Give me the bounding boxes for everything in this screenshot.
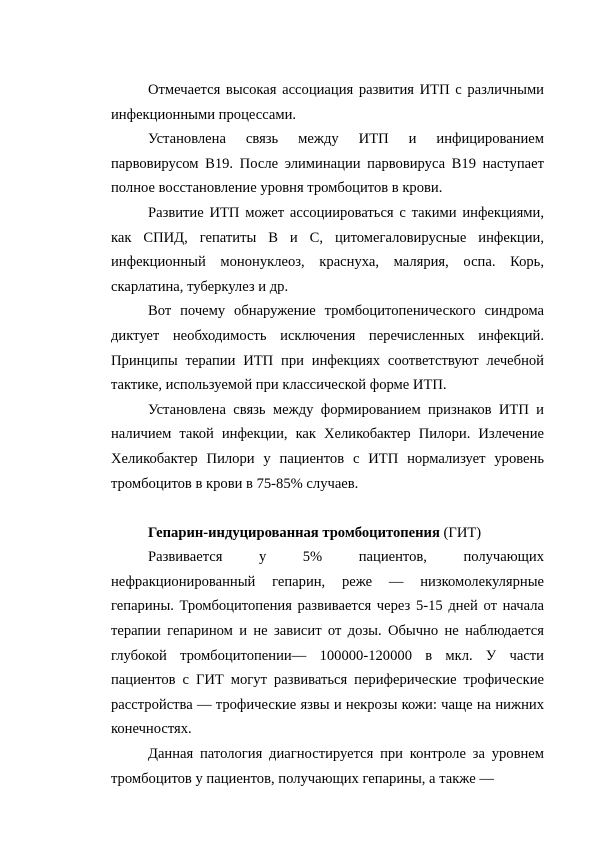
- body-text: [111, 78, 544, 791]
- paragraph-hit-diagnosis: Данная патология диагностируется при контроле за уровнем тромбоцитов у пациентов, получающих гепарины, а также —: [111, 746, 544, 787]
- paragraph-hit-incidence: Развивается у 5% пациентов, получающих нефракционированный гепарин, реже — низкомолекулярные гепарины. Тромбоцитопения развивается через 5-15 дней от начала терапии гепарином и не зависит от дозы. Обычно не наблюдается глубокой тромбоцитопении— 100000-120000 в мкл. У части пациентов с ГИТ могут развиваться периферические трофические расстройства — трофические язвы и некрозы кожи: чаще на нижних конечностях.: [111, 549, 544, 738]
- section-heading: [111, 521, 544, 546]
- section-heading-abbreviation: (ГИТ): [439, 524, 482, 541]
- paragraph-helicobacter-pylori: Установлена связь между формированием признаков ИТП и наличием такой инфекции, как Хеликобактер Пилори. Излечение Хеликобактер Пилори у пациентов с ИТП нормализует уровень тромбоцитов в крови в 75-85% случаев.: [111, 401, 544, 492]
- paragraph-infections-list: Развитие ИТП может ассоциироваться с такими инфекциями, как СПИД, гепатиты В и С, цитомегаловирусные инфекции, инфекционный мононуклеоз, краснуха, малярия, оспа. Корь, скарлатина, туберкулез и др.: [111, 204, 544, 295]
- paragraph-exclusion-of-infections: Вот почему обнаружение тромбоцитопенического синдрома диктует необходимость исключения перечисленных инфекций. Принципы терапии ИТП при инфекциях соответствуют лечебной тактике, используемой при классической форме ИТП.: [111, 303, 544, 394]
- section-heading-bold: Гепарин-индуцированная тромбоцитопения: [148, 524, 440, 541]
- paragraph-parvovirus-b19: Установлена связь между ИТП и инфицированием парвовирусом В19. После элиминации парвовируса В19 наступает полное восстановление уровня тромбоцитов в крови.: [111, 131, 544, 197]
- paragraph-itp-infection-association: Отмечается высокая ассоциация развития ИТП с различными инфекционными процессами.: [111, 82, 544, 123]
